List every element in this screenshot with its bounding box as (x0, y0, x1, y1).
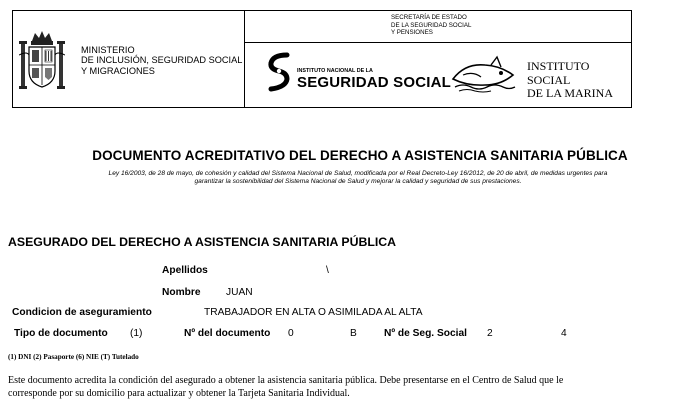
ministerio-name: MINISTERIO DE INCLUSIÓN, SEGURIDAD SOCIAL Y MIGRACIONES (81, 45, 243, 76)
agencies-block (245, 11, 631, 107)
ism-name: INSTITUTO SOCIAL DE LA MARINA (527, 59, 613, 100)
secretaria-name: SECRETARÍA DE ESTADO DE LA SEGURIDAD SOCIAL Y PENSIONES (391, 14, 472, 37)
coat-of-arms-icon (19, 29, 65, 95)
nombre-label: Nombre (162, 287, 201, 298)
inss-big-label: SEGURIDAD SOCIAL (297, 74, 452, 91)
numero-documento-value-start: 0 (288, 328, 294, 339)
seguridad-social-logo-icon (265, 51, 293, 93)
numero-documento-label: Nº del documento (184, 328, 271, 339)
apellidos-value: \ (326, 265, 329, 276)
document-type-legend: (1) DNI (2) Pasaporte (6) NIE (T) Tutelado (8, 353, 139, 361)
seguridad-social-value-end: 4 (561, 328, 567, 339)
document-subtitle: Ley 16/2003, de 28 de mayo, de cohesión y calidad del Sistema Nacional de Salud, modificada por el Real Decreto-Ley 16/2012, de 20 de abril, de medidas urgentes para garantizar la sostenibilidad del Sistema Nacional de Salud y mejorar la calidad y seguridad de sus prestaciones. (108, 170, 608, 186)
section-title: ASEGURADO DEL DERECHO A ASISTENCIA SANITARIA PÚBLICA (8, 235, 397, 249)
inss-small-label: INSTITUTO NACIONAL DE LA (297, 68, 373, 74)
ministerio-block (13, 11, 245, 107)
secretaria-block (245, 11, 631, 43)
tipo-documento-value: (1) (130, 328, 143, 339)
condicion-label: Condicion de aseguramiento (12, 307, 152, 318)
numero-documento-value-end: B (350, 328, 357, 339)
document-title: DOCUMENTO ACREDITATIVO DEL DERECHO A ASISTENCIA SANITARIA PÚBLICA (92, 148, 628, 163)
footer-notice: Este documento acredita la condición del asegurado a obtener la asistencia sanitaria pública. Debe presentarse en el Centro de Salud que le corresponde por su domicilio para actualizar y obtener la Tarjeta Sanitaria Individual. (8, 375, 564, 399)
seguridad-social-label: Nº de Seg. Social (384, 328, 467, 339)
condicion-value: TRABAJADOR EN ALTA O ASIMILADA AL ALTA (204, 307, 423, 318)
seguridad-social-value-start: 2 (487, 328, 493, 339)
apellidos-label: Apellidos (162, 265, 208, 276)
instituto-marina-logo-icon (451, 55, 517, 93)
tipo-documento-label: Tipo de documento (14, 328, 108, 339)
nombre-value: JUAN (226, 287, 253, 298)
document-header (12, 10, 632, 108)
